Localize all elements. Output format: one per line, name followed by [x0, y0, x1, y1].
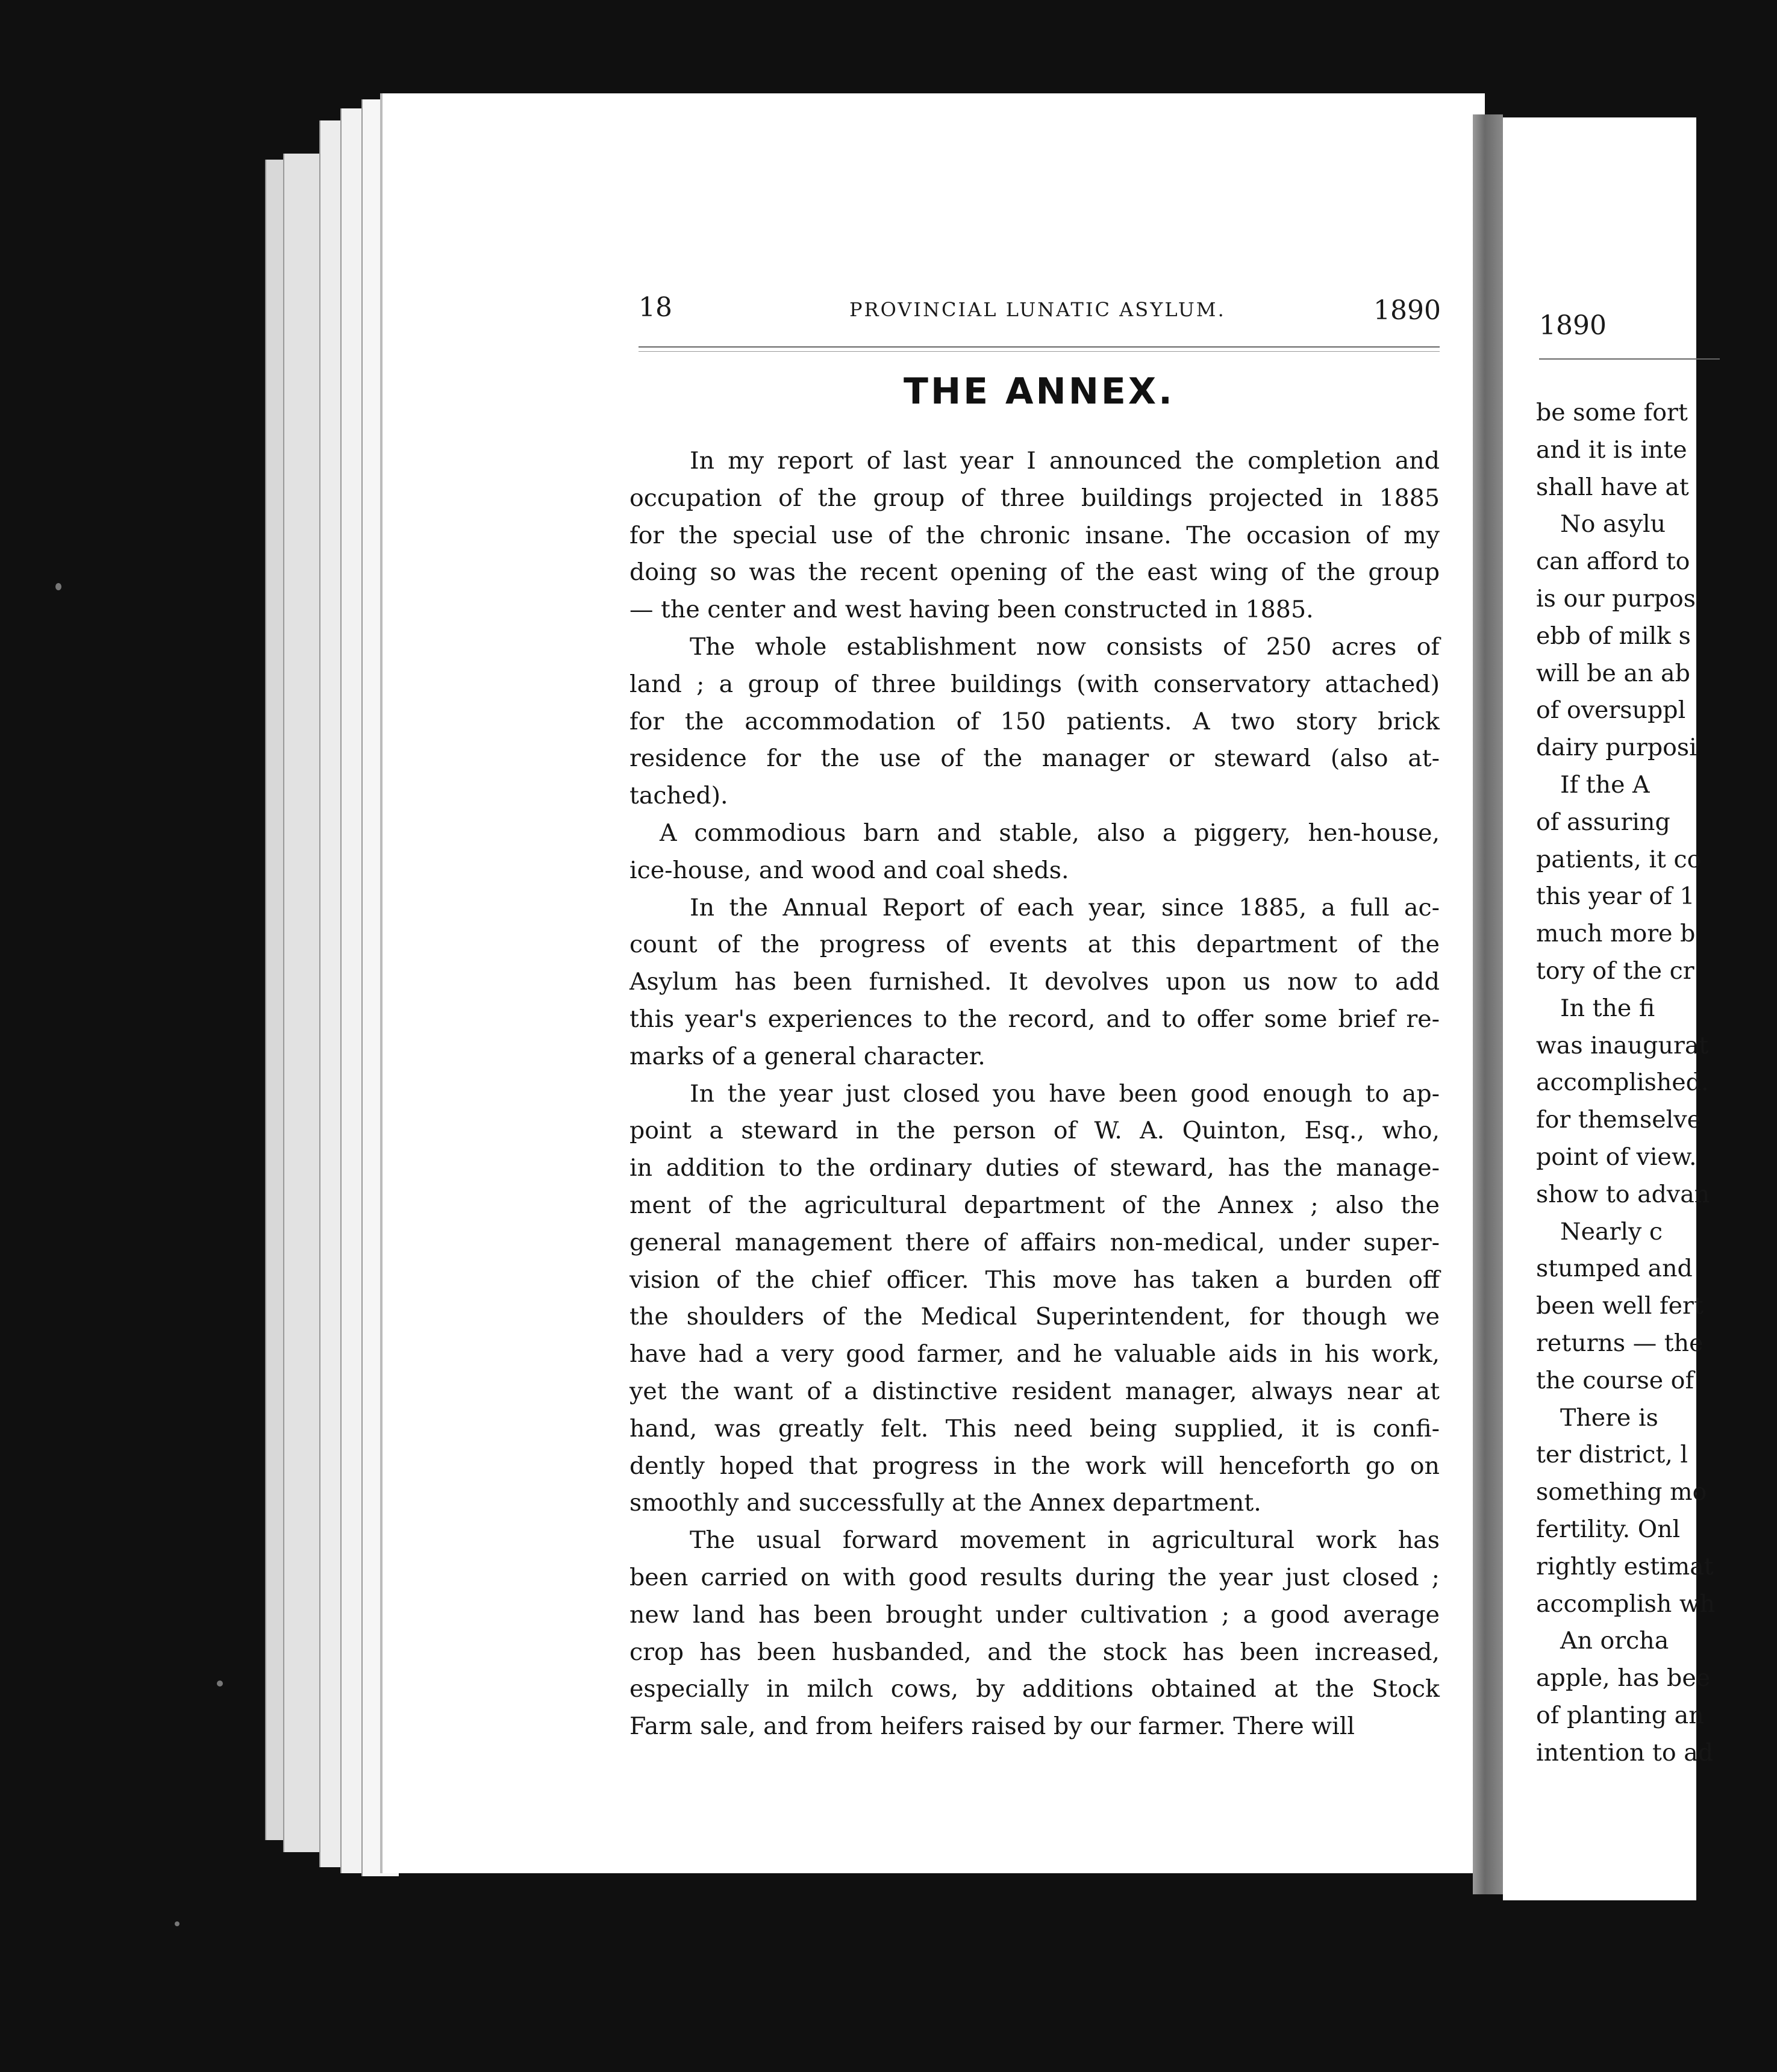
text-line: — the center and west having been constructed in 1885. [629, 596, 1314, 624]
text-line: apple, has bee [1536, 1664, 1711, 1693]
text-line: fertility. Onl [1536, 1515, 1681, 1543]
text-line: smoothly and successfully at the Annex department. [629, 1489, 1261, 1517]
right-page-text [1536, 395, 1777, 1771]
text-line: crop has been husbanded, and the stock has been increased, [629, 1638, 1440, 1666]
text-line: residence for the use of the manager or steward (also at- [629, 744, 1440, 773]
text-line: marks of a general character. [629, 1042, 985, 1070]
text-line: new land has been brought under cultivation ; a good average [629, 1600, 1440, 1629]
text-line: will be an ab [1536, 659, 1690, 687]
text-line: stumped and [1536, 1255, 1693, 1283]
text-line: is our purpos [1536, 584, 1696, 613]
text-line: for the special use of the chronic insane. The occasion of my [629, 521, 1440, 549]
text-line: In the Annual Report of each year, since 1885, a full ac- [690, 893, 1440, 922]
text-line: yet the want of a distinctive resident manager, always near at [629, 1377, 1440, 1405]
text-line: the course of [1536, 1366, 1694, 1394]
text-line: general management there of affairs non-medical, under super- [629, 1228, 1440, 1256]
text-line: can afford to [1536, 548, 1690, 576]
header-rule [639, 346, 1440, 348]
text-line: was inaugurat [1536, 1031, 1709, 1059]
text-line: point a steward in the person of W. A. Quinton, Esq., who, [629, 1117, 1440, 1145]
left-page [383, 93, 1485, 1873]
paragraph [629, 890, 1440, 1076]
text-line: Nearly c [1560, 1217, 1663, 1246]
text-line: be some fort [1536, 399, 1688, 426]
right-page [1503, 117, 1716, 1900]
text-line: accomplished. [1536, 1069, 1709, 1097]
text-line: An orcha [1560, 1627, 1669, 1655]
text-line: returns — the [1536, 1329, 1704, 1357]
text-line: something mo [1536, 1478, 1707, 1506]
text-line: of assuring [1536, 808, 1670, 836]
paragraph [629, 1076, 1440, 1523]
text-line: have had a very good farmer, and he valuable aids in his work, [629, 1340, 1440, 1368]
text-line: especially in milch cows, by additions obtained at the Stock [629, 1675, 1440, 1703]
text-line: The whole establishment now consists of 250 acres of [690, 632, 1440, 661]
text-line: show to advan [1536, 1180, 1710, 1208]
text-line: Farm sale, and from heifers raised by our farmer. There will [629, 1712, 1355, 1741]
text-line: dently hoped that progress in the work will henceforth go on [629, 1452, 1440, 1480]
running-year: 1890 [1373, 295, 1441, 326]
text-line: the shoulders of the Medical Superintendent, for though we [629, 1303, 1440, 1331]
text-line: and it is inte [1536, 435, 1687, 464]
text-line: been carried on with good results during the year just closed ; [629, 1563, 1440, 1591]
text-line: land ; a group of three buildings (with conservatory attached) [629, 670, 1440, 698]
text-line: doing so was the recent opening of the east wing of the group [629, 558, 1440, 587]
section-heading: THE ANNEX. [904, 370, 1175, 413]
paragraph [629, 443, 1440, 629]
text-line: ment of the agricultural department of the Annex ; also the [629, 1191, 1440, 1219]
text-line: in addition to the ordinary duties of steward, has the manage- [629, 1154, 1440, 1182]
paragraph [629, 1522, 1440, 1746]
text-line: patients, it co [1536, 845, 1702, 873]
right-running-year: 1890 [1539, 310, 1607, 341]
scan-speck [175, 1921, 180, 1926]
scan-speck [55, 583, 61, 590]
text-line: dairy purposi [1536, 734, 1697, 762]
text-line: count of the progress of events at this department of the [629, 931, 1440, 959]
text-line: A commodious barn and stable, also a piggery, hen-house, [660, 819, 1440, 847]
text-line: of oversuppl [1536, 696, 1686, 725]
text-line: tached). [629, 782, 728, 810]
text-line: much more b [1536, 920, 1696, 948]
text-line: There is [1560, 1403, 1658, 1432]
page-number: 18 [639, 292, 672, 323]
text-line: point of view. [1536, 1143, 1697, 1171]
right-header-rule [1539, 358, 1720, 360]
text-line: of planting an [1536, 1701, 1704, 1729]
paragraph [629, 629, 1440, 815]
header-rule [639, 351, 1440, 352]
text-line: tory of the cr [1536, 956, 1694, 985]
text-line: this year's experiences to the record, and to offer some brief re- [629, 1005, 1440, 1033]
text-line: In the fi [1560, 994, 1655, 1022]
text-line: In my report of last year I announced the completion and [690, 447, 1440, 475]
paragraph [629, 815, 1440, 890]
text-line: accomplish wh [1536, 1590, 1716, 1618]
text-line: hand, was greatly felt. This need being supplied, it is confi- [629, 1414, 1440, 1443]
text-line: occupation of the group of three buildings projected in 1885 [629, 484, 1440, 512]
running-title: PROVINCIAL LUNATIC ASYLUM. [849, 298, 1226, 321]
text-line: ice-house, and wood and coal sheds. [629, 856, 1069, 884]
text-line: for themselve [1536, 1106, 1701, 1134]
text-line: The usual forward movement in agricultural work has [690, 1526, 1440, 1555]
article-body [629, 443, 1440, 1746]
text-line: vision of the chief officer. This move has taken a burden off [629, 1265, 1440, 1294]
text-line: for the accommodation of 150 patients. A two story brick [629, 707, 1440, 735]
text-line: intention to ad [1536, 1738, 1714, 1767]
text-line: ter district, l [1536, 1441, 1688, 1469]
book-gutter [1473, 114, 1503, 1894]
text-line: In the year just closed you have been good enough to ap- [690, 1079, 1440, 1108]
text-line: Asylum has been furnished. It devolves upon us now to add [629, 968, 1440, 996]
text-line: this year of 1 [1536, 882, 1695, 911]
text-line: rightly estimat [1536, 1552, 1714, 1581]
text-line: If the A [1560, 770, 1650, 799]
scan-speck [217, 1680, 223, 1687]
text-line: shall have at [1536, 473, 1689, 501]
text-line: ebb of milk s [1536, 622, 1691, 650]
text-line: been well fert [1536, 1292, 1704, 1320]
text-line: No asylu [1560, 510, 1666, 538]
